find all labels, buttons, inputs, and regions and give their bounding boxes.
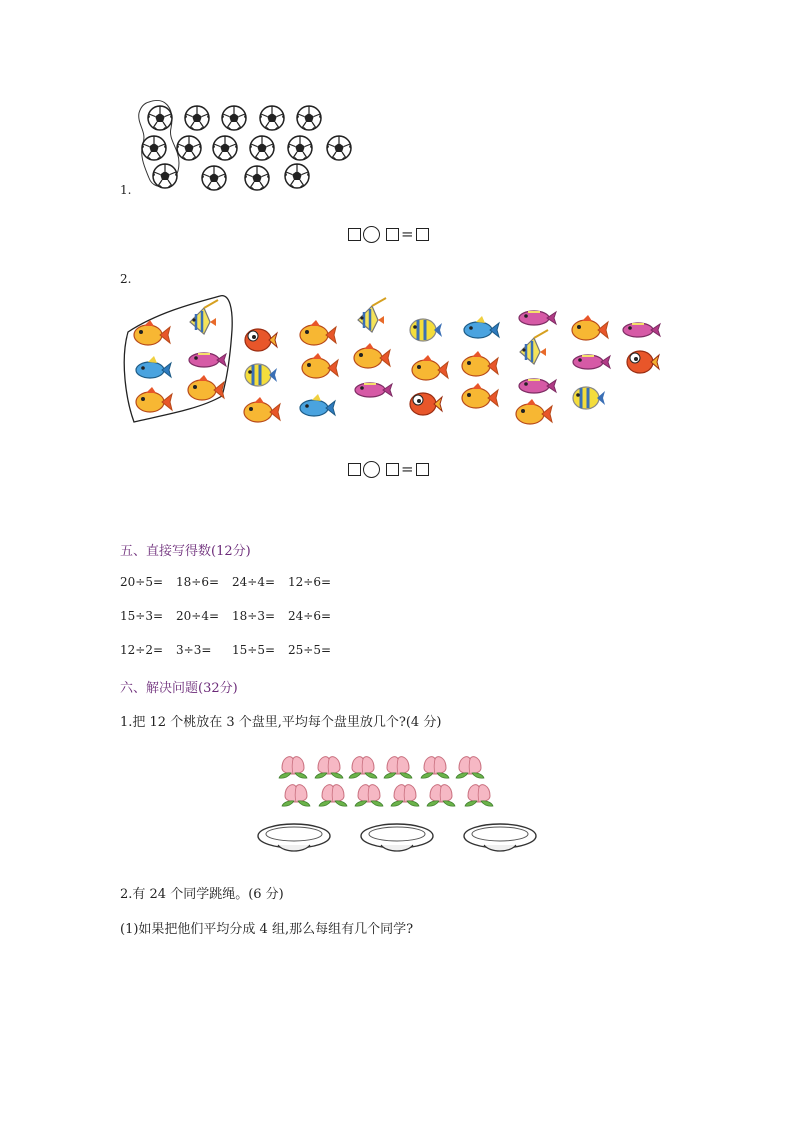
answer-box[interactable] xyxy=(386,463,399,476)
problem-1-text: 1.把 12 个桃放在 3 个盘里,平均每个盘里放几个?(4 分) xyxy=(120,715,442,730)
fish xyxy=(136,356,171,378)
calc-item: 12÷2= xyxy=(120,643,164,657)
fish xyxy=(302,353,338,378)
answer-box[interactable] xyxy=(386,228,399,241)
soccer-ball xyxy=(177,136,201,160)
soccer-balls-figure xyxy=(135,98,365,198)
calc-item: 20÷4= xyxy=(176,609,220,623)
fish xyxy=(464,316,499,338)
calc-item: 24÷6= xyxy=(288,609,332,623)
plate xyxy=(258,824,330,851)
peach xyxy=(355,785,383,807)
section-5-title: 五、直接写得数(12分) xyxy=(120,544,251,559)
fish xyxy=(190,300,218,334)
fish xyxy=(412,355,448,380)
soccer-ball xyxy=(148,106,172,130)
calc-item: 20÷5= xyxy=(120,575,164,589)
fish xyxy=(410,319,442,341)
soccer-ball xyxy=(288,136,312,160)
answer-box[interactable] xyxy=(416,463,429,476)
soccer-ball xyxy=(213,136,237,160)
plate xyxy=(361,824,433,851)
soccer-ball xyxy=(142,136,166,160)
question-1-equation xyxy=(348,225,429,243)
answer-box[interactable] xyxy=(348,228,361,241)
fish xyxy=(410,393,442,415)
calc-item: 24÷4= xyxy=(232,575,276,589)
peach xyxy=(421,757,449,779)
fish xyxy=(189,353,226,367)
peach xyxy=(391,785,419,807)
equals-sign: = xyxy=(401,225,414,243)
question-2-equation xyxy=(348,460,429,478)
soccer-ball xyxy=(285,164,309,188)
fish xyxy=(516,399,552,424)
fish xyxy=(519,379,556,393)
operator-circle[interactable] xyxy=(363,226,380,243)
peach xyxy=(384,757,412,779)
peach xyxy=(349,757,377,779)
fish xyxy=(623,323,660,337)
peach xyxy=(319,785,347,807)
fish xyxy=(462,351,498,376)
calc-item: 25÷5= xyxy=(288,643,332,657)
fish xyxy=(354,343,390,368)
soccer-ball xyxy=(153,164,177,188)
fish xyxy=(245,364,277,386)
fish-figure xyxy=(118,290,668,440)
fish xyxy=(355,383,392,397)
fish xyxy=(358,298,386,332)
soccer-ball xyxy=(327,136,351,160)
problem-2-subquestion-1: (1)如果把他们平均分成 4 组,那么每组有几个同学? xyxy=(120,922,414,937)
peach xyxy=(427,785,455,807)
soccer-ball xyxy=(245,166,269,190)
question-2-number: 2. xyxy=(120,272,132,286)
problem-2-text: 2.有 24 个同学跳绳。(6 分) xyxy=(120,887,284,902)
fish xyxy=(573,355,610,369)
peach xyxy=(279,757,307,779)
calc-item: 15÷5= xyxy=(232,643,276,657)
fish xyxy=(573,387,605,409)
fish xyxy=(462,383,498,408)
fish xyxy=(627,351,659,373)
calc-item: 18÷3= xyxy=(232,609,276,623)
peach xyxy=(465,785,493,807)
answer-box[interactable] xyxy=(416,228,429,241)
question-1-number: 1. xyxy=(120,183,132,197)
calc-item: 18÷6= xyxy=(176,575,220,589)
fish xyxy=(136,387,172,412)
calc-item: 12÷6= xyxy=(288,575,332,589)
fish xyxy=(244,397,280,422)
soccer-ball xyxy=(185,106,209,130)
fish xyxy=(245,329,277,351)
equals-sign: = xyxy=(401,460,414,478)
fish xyxy=(572,315,608,340)
fish xyxy=(300,320,336,345)
soccer-ball xyxy=(297,106,321,130)
fish xyxy=(520,330,548,364)
operator-circle[interactable] xyxy=(363,461,380,478)
soccer-ball xyxy=(250,136,274,160)
calc-item: 3÷3= xyxy=(176,643,212,657)
answer-box[interactable] xyxy=(348,463,361,476)
peach xyxy=(456,757,484,779)
calc-item: 15÷3= xyxy=(120,609,164,623)
peaches-and-plates-figure xyxy=(255,752,545,862)
soccer-ball xyxy=(202,166,226,190)
plate xyxy=(464,824,536,851)
soccer-ball xyxy=(260,106,284,130)
peach xyxy=(315,757,343,779)
fish xyxy=(519,311,556,325)
fish xyxy=(134,320,170,345)
fish xyxy=(300,394,335,416)
soccer-ball xyxy=(222,106,246,130)
section-6-title: 六、解决问题(32分) xyxy=(120,681,238,696)
fish xyxy=(188,375,224,400)
peach xyxy=(282,785,310,807)
